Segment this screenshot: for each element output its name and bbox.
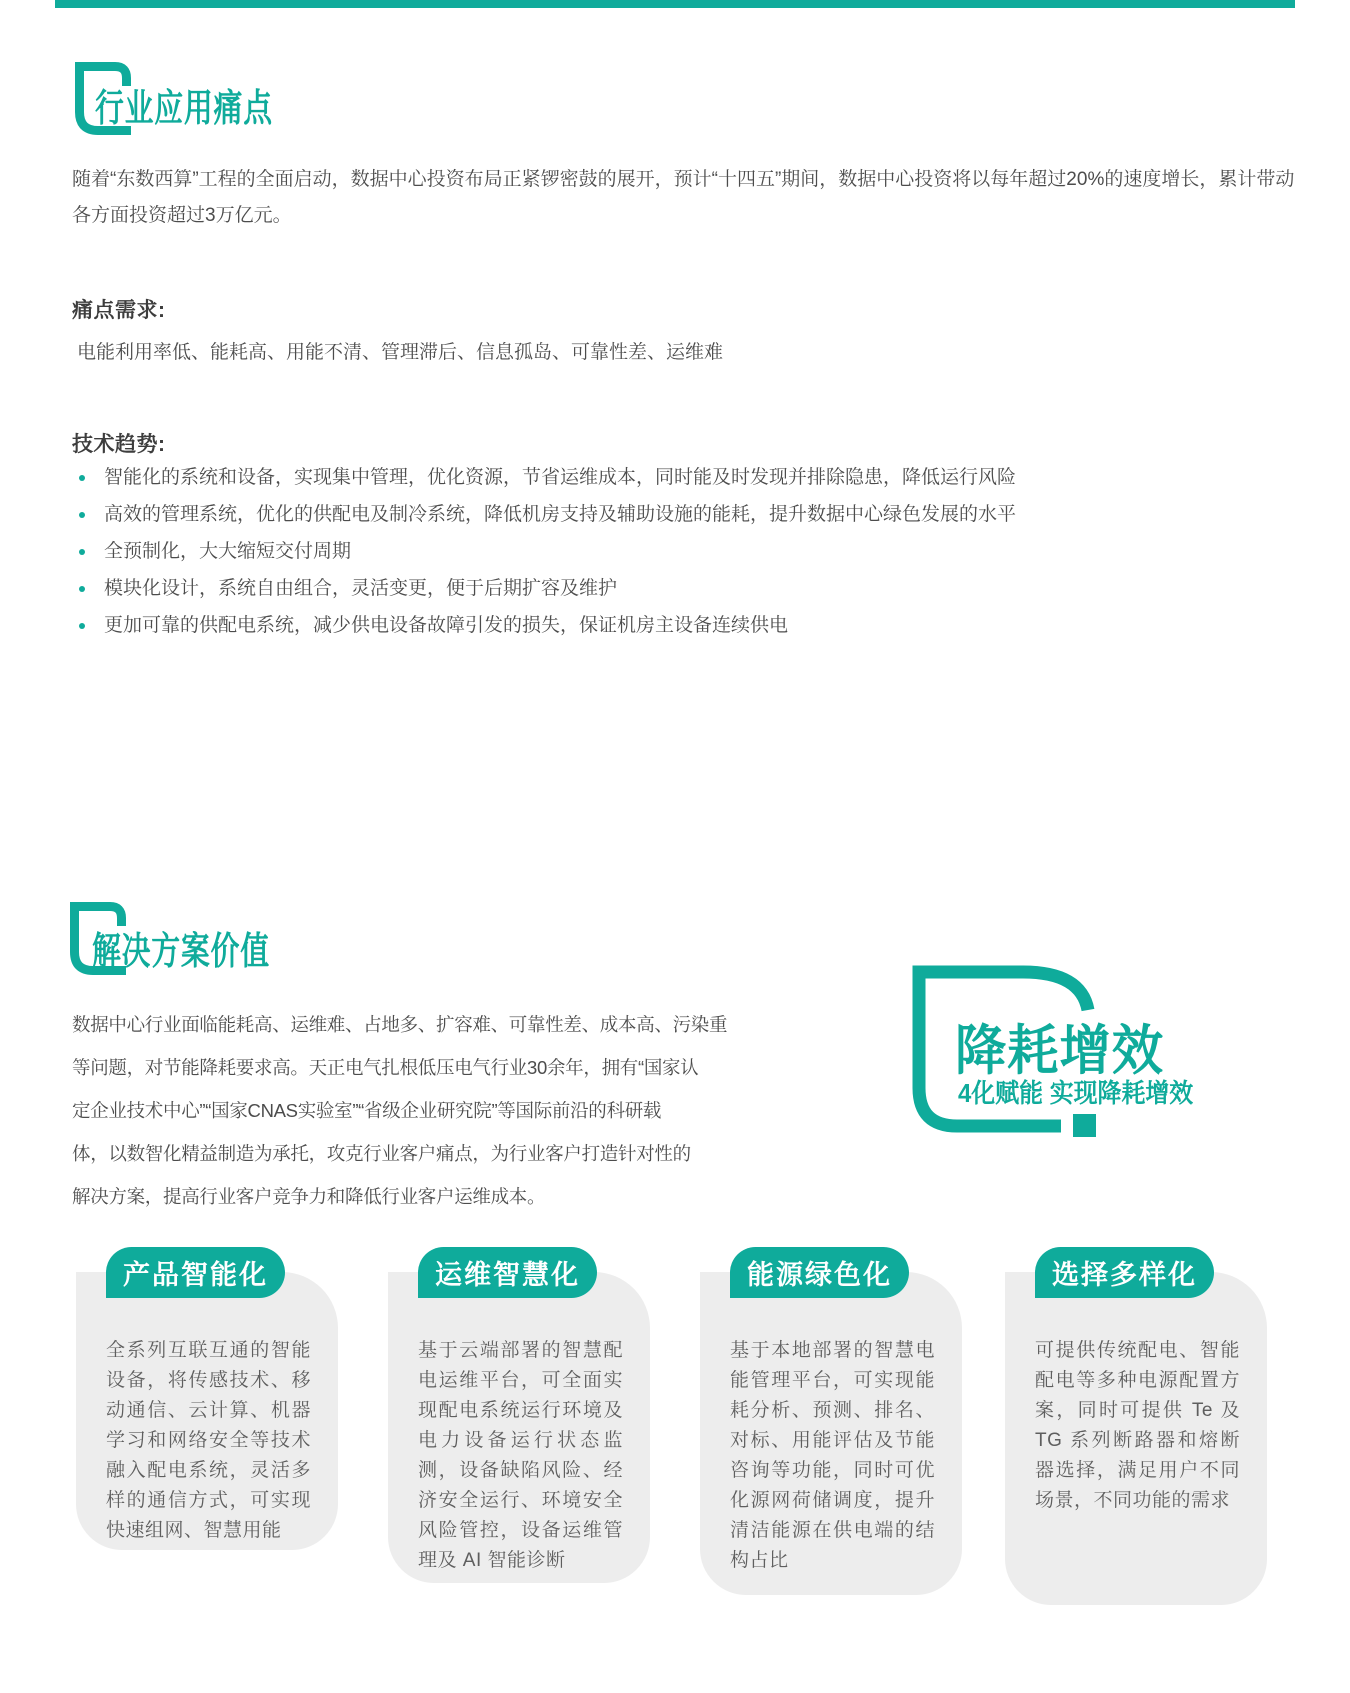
value-paragraph <box>72 1003 732 1218</box>
feature-card-operations <box>388 1260 650 1583</box>
trend-text: 更加可靠的供配电系统，减少供电设备故障引发的损失，保证机房主设备连续供电 <box>104 615 789 636</box>
demand-text: 电能利用率低、能耗高、用能不清、管理滞后、信息孤岛、可靠性差、运维难 <box>77 342 724 363</box>
list-item <box>72 616 1292 636</box>
pain-intro <box>72 162 1294 234</box>
trend-text: 高效的管理系统，优化的供配电及制冷系统，降低机房支持及辅助设施的能耗，提升数据中心绿色发展的水平 <box>104 504 1017 525</box>
bullet-dot-icon <box>79 586 85 592</box>
trend-label: 技术趋势: <box>72 433 166 456</box>
callout-subtitle: 4化赋能 实现降耗增效 <box>958 1078 1194 1108</box>
card-body-text: 可提供传统配电、智能配电等多种电源配置方案，同时可提供 Te 及 TG 系列断路器和熔断器选择，满足用户不同场景，不同功能的需求 <box>1035 1340 1240 1511</box>
trend-text: 全预制化，大大缩短交付周期 <box>104 541 352 562</box>
value-line: 数据中心行业面临能耗高、运维难、占地多、扩容难、可靠性差、成本高、污染重 <box>72 1014 728 1035</box>
value-line: 解决方案，提高行业客户竞争力和降低行业客户运维成本。 <box>72 1186 546 1207</box>
list-item <box>72 542 1292 562</box>
section-title-pain: 行业应用痛点 <box>95 88 273 130</box>
value-line: 等问题，对节能降耗要求高。天正电气扎根低压电气行业30余年，拥有“国家认 <box>72 1057 699 1078</box>
demand-label: 痛点需求: <box>72 299 166 322</box>
bullet-dot-icon <box>79 475 85 481</box>
trend-text: 模块化设计，系统自由组合，灵活变更，便于后期扩容及维护 <box>104 578 618 599</box>
feature-card-choice <box>1005 1260 1267 1605</box>
list-item <box>72 505 1292 525</box>
trend-text: 智能化的系统和设备，实现集中管理，优化资源，节省运维成本，同时能及时发现并排除隐患，降低运行风险 <box>104 467 1017 488</box>
section-title-value: 解决方案价值 <box>92 931 270 973</box>
pain-intro-line1: 随着“东数西算”工程的全面启动，数据中心投资布局正紧锣密鼓的展开，预计“十四五”期间，数据中心投资将以每年超过20%的速度增长，累计带动 <box>72 169 1295 190</box>
card-body-text: 基于云端部署的智慧配电运维平台，可全面实现配电系统运行环境及电力设备运行状态监测，设备缺陷风险、经济安全运行、环境安全风险管控，设备运维管理及 AI 智能诊断 <box>418 1340 623 1571</box>
value-line: 体，以数智化精益制造为承托，攻克行业客户痛点，为行业客户打造针对性的 <box>72 1143 691 1164</box>
callout-title: 降耗增效 <box>955 1021 1164 1081</box>
list-item <box>72 579 1292 599</box>
trend-list <box>72 468 1292 653</box>
list-item <box>72 468 1292 488</box>
card-title-badge: 运维智慧化 <box>418 1247 597 1298</box>
pain-intro-line2: 各方面投资超过3万亿元。 <box>72 205 292 226</box>
card-title-badge: 能源绿色化 <box>730 1247 909 1298</box>
bullet-dot-icon <box>79 549 85 555</box>
bullet-dot-icon <box>79 512 85 518</box>
bullet-dot-icon <box>79 623 85 629</box>
card-title-badge: 产品智能化 <box>106 1247 285 1298</box>
feature-card-product <box>76 1260 338 1550</box>
card-title-badge: 选择多样化 <box>1035 1247 1214 1298</box>
card-body-text: 基于本地部署的智慧电能管理平台，可实现能耗分析、预测、排名、对标、用能评估及节能咨询等功能，同时可优化源网荷储调度，提升清洁能源在供电端的结构占比 <box>730 1340 935 1571</box>
value-line: 定企业技术中心”“国家CNAS实验室”“省级企业研究院”等国际前沿的科研载 <box>72 1100 662 1121</box>
feature-card-energy <box>700 1260 962 1595</box>
card-body-text: 全系列互联互通的智能设备，将传感技术、移动通信、云计算、机器学习和网络安全等技术融入配电系统，灵活多样的通信方式，可实现快速组网、智慧用能 <box>106 1340 311 1541</box>
top-accent-bar <box>55 0 1295 8</box>
